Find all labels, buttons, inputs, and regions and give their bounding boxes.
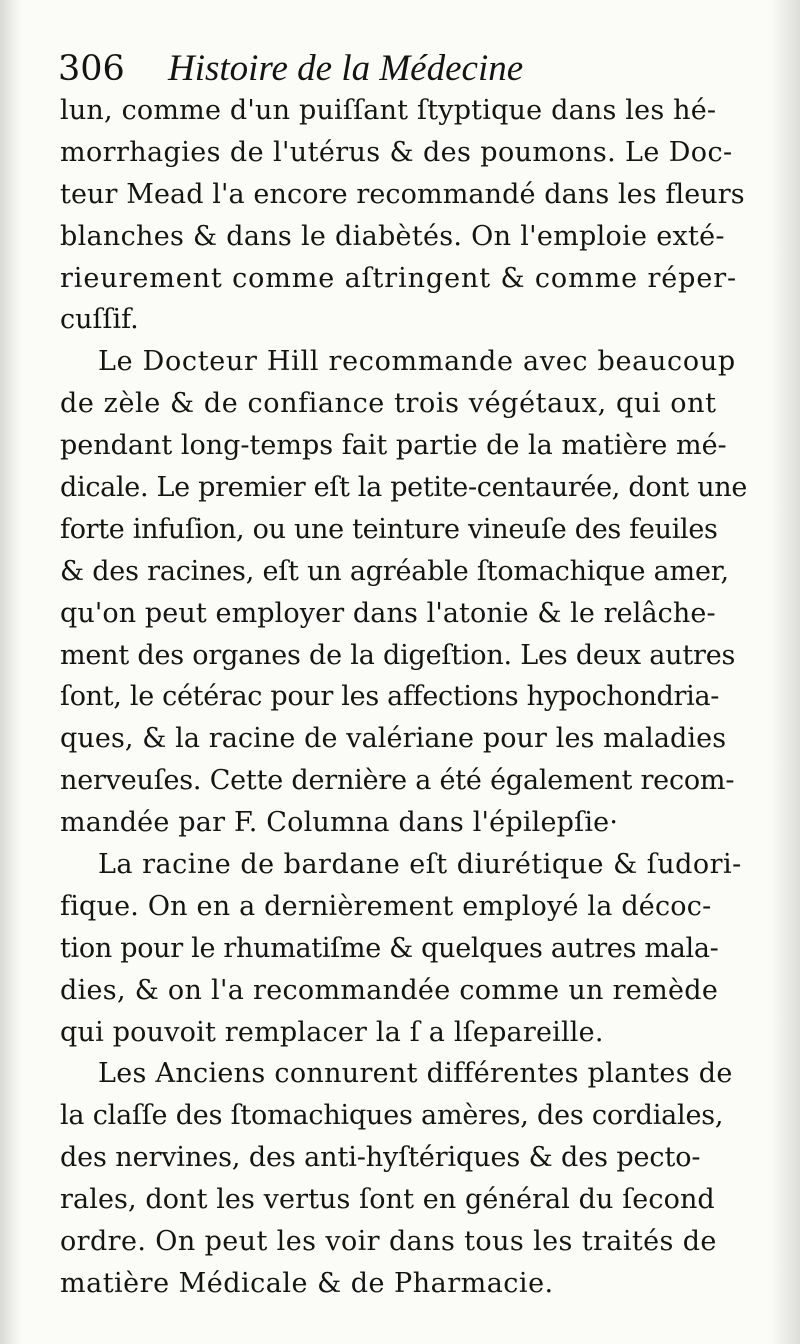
running-title: Histoire de la Médecine: [168, 48, 524, 89]
body-text: [60, 90, 750, 1305]
text-line: ſont, le cétérac pour les affections hypochondria-: [60, 681, 720, 713]
paragraph-start-line: La racine de bardane eſt diurétique & ſudori-: [98, 849, 742, 881]
text-line: nerveuſes. Cette dernière a été également recom-: [60, 765, 735, 797]
text-line: rieurement comme aſtringent & comme réper-: [60, 262, 738, 294]
text-line: & des racines, eſt un agréable ſtomachique amer,: [60, 555, 729, 587]
text-line: la claſſe des ſtomachiques amères, des cordiales,: [60, 1100, 724, 1132]
text-line: forte infuſion, ou une teinture vineuſe des feuiles: [60, 513, 718, 545]
page-edge-shadow: [770, 0, 800, 1344]
text-line: mandée par F. Columna dans l'épilepſie·: [60, 807, 619, 839]
text-line: qui pouvoit remplacer la ſ a lſepareille.: [60, 1016, 604, 1048]
text-line: lun, comme d'un puiſſant ſtyptique dans les hé-: [60, 95, 717, 126]
text-line: blanches & dans le diabètés. On l'emploie exté-: [60, 220, 725, 252]
text-line: matière Médicale & de Pharmacie.: [60, 1267, 554, 1299]
text-line: morrhagies de l'utérus & des poumons. Le Doc-: [60, 136, 733, 168]
text-line: rales, dont les vertus ſont en général du ſecond: [60, 1184, 715, 1216]
text-line: ordre. On peut les voir dans tous les traités de: [60, 1226, 717, 1258]
text-line: qu'on peut employer dans l'atonie & le relâche-: [60, 597, 716, 629]
text-line: cuſſif.: [60, 304, 139, 336]
text-line: pendant long-temps fait partie de la matière mé-: [60, 430, 727, 462]
running-header: [58, 44, 758, 94]
page-gutter-shadow: [0, 0, 22, 1344]
text-line: ment des organes de la digeſtion. Les deux autres: [60, 639, 736, 671]
text-line: des nervines, des anti-hyſtériques & des pecto-: [60, 1142, 701, 1174]
text-line: ques, & la racine de valériane pour les maladies: [60, 723, 727, 755]
text-line: dies, & on l'a recommandée comme un remède: [60, 974, 719, 1006]
text-line: fique. On en a dernièrement employé la décoc-: [60, 890, 712, 922]
page-number: 306: [58, 49, 125, 89]
text-line: de zèle & de confiance trois végétaux, qui ont: [60, 388, 717, 420]
paragraph-start-line: Les Anciens connurent différentes plantes de: [98, 1058, 733, 1090]
text-line: teur Mead l'a encore recommandé dans les fleurs: [60, 178, 745, 210]
text-line: tion pour le rhumatiſme & quelques autres mala-: [60, 932, 719, 964]
paragraph-start-line: Le Docteur Hill recommande avec beaucoup: [98, 346, 736, 378]
text-line: dicale. Le premier eſt la petite-centaurée, dont une: [60, 472, 748, 504]
